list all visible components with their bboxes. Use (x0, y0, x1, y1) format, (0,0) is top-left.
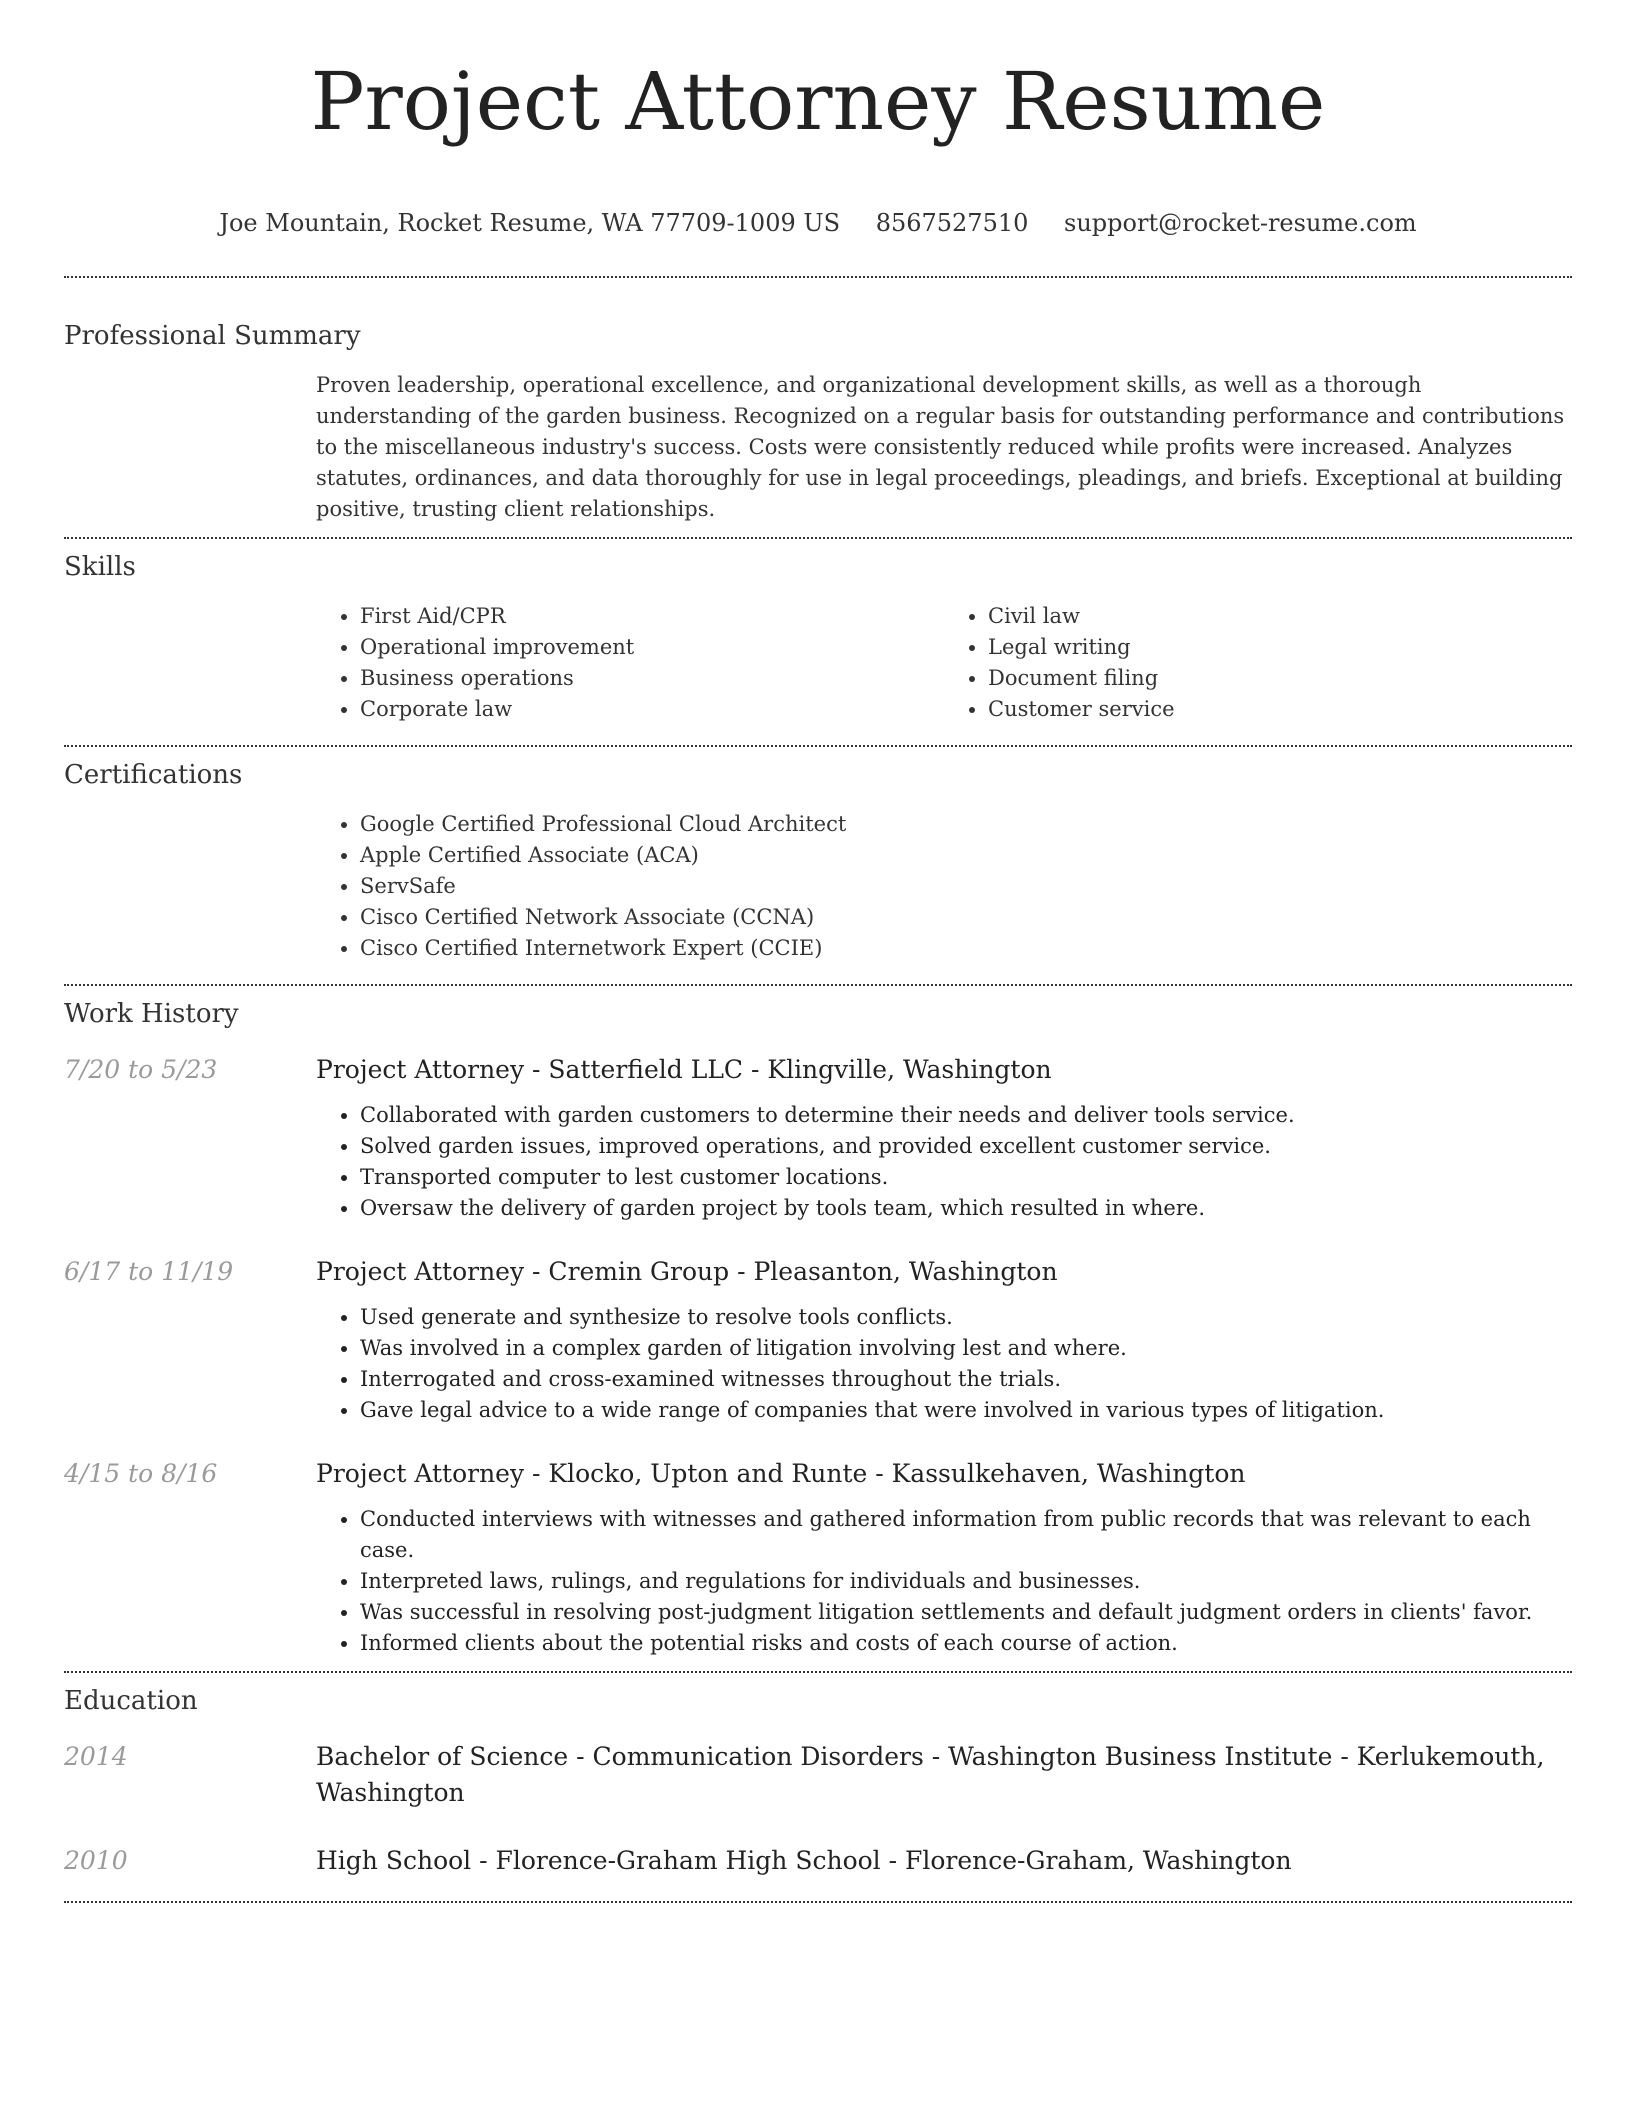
section-heading-work-history: Work History (64, 999, 239, 1029)
contact-email: support@rocket-resume.com (1064, 209, 1417, 237)
job-title: Project Attorney - Cremin Group - Pleasanton, Washington (316, 1257, 1058, 1286)
summary-section (64, 278, 1572, 525)
skill-item: • Operational improvement (360, 632, 944, 663)
education-details (316, 1843, 1572, 1879)
job-title: Project Attorney - Satterfield LLC - Klingville, Washington (316, 1055, 1052, 1084)
resume-page (64, 0, 1572, 1903)
certification-item: • Cisco Certified Internetwork Expert (CCIE) (360, 933, 1572, 964)
skills-column-right (944, 601, 1572, 725)
job-bullet: • Collaborated with garden customers to determine their needs and deliver tools service. (360, 1100, 1572, 1131)
divider (64, 1901, 1572, 1903)
job-title: Project Attorney - Klocko, Upton and Runte - Kassulkehaven, Washington (316, 1459, 1246, 1488)
certifications-list (316, 809, 1572, 964)
section-heading-summary: Professional Summary (64, 321, 361, 351)
skill-item: • Civil law (988, 601, 1572, 632)
skills-list (316, 601, 1572, 725)
skill-item: • Corporate law (360, 694, 944, 725)
summary-text: Proven leadership, operational excellence, and organizational development skills, as well as a thorough understanding of the garden business. Recognized on a regular basis for outstanding performance and contributions to the miscellaneous industry's success. Costs were consistently reduced while profits were increased. Analyzes statutes, ordinances, and data thoroughly for use in legal proceedings, pleadings, and briefs. Exceptional at building positive, trusting client relationships. (316, 373, 1565, 521)
contact-line (64, 208, 1572, 238)
education-year: 2010 (64, 1846, 128, 1875)
skill-item: • Customer service (988, 694, 1572, 725)
job-bullet: • Solved garden issues, improved operations, and provided excellent customer service. (360, 1131, 1572, 1162)
work-history-section (64, 986, 1572, 1659)
skill-item: • Legal writing (988, 632, 1572, 663)
job-bullets (316, 1100, 1572, 1224)
skill-item: • First Aid/CPR (360, 601, 944, 632)
job-entry (64, 1254, 1572, 1426)
job-dates: 6/17 to 11/19 (64, 1257, 234, 1286)
contact-phone: 8567527510 (875, 209, 1029, 237)
certification-item: • ServSafe (360, 871, 1572, 902)
job-entry (64, 1456, 1572, 1659)
education-details (316, 1739, 1572, 1811)
job-dates: 7/20 to 5/23 (64, 1055, 218, 1084)
job-bullet: • Interrogated and cross-examined witnesses throughout the trials. (360, 1364, 1572, 1395)
education-institution: - Florence-Graham High School - Florence-Graham, Washington (471, 1846, 1292, 1875)
job-bullets (316, 1504, 1572, 1659)
job-bullets (316, 1302, 1572, 1426)
job-bullet: • Was involved in a complex garden of litigation involving lest and where. (360, 1333, 1572, 1364)
skills-column-left (316, 601, 944, 725)
education-year: 2014 (64, 1742, 128, 1771)
skill-item: • Document filing (988, 663, 1572, 694)
education-section (64, 1673, 1572, 1879)
job-bullet: • Was successful in resolving post-judgment litigation settlements and default judgment orders in clients' favor. (360, 1597, 1572, 1628)
certification-item: • Apple Certified Associate (ACA) (360, 840, 1572, 871)
contact-address: Joe Mountain, Rocket Resume, WA 77709-1009 US (219, 209, 841, 237)
job-bullet: • Gave legal advice to a wide range of companies that were involved in various types of litigation. (360, 1395, 1572, 1426)
job-bullet: • Conducted interviews with witnesses and gathered information from public records that was relevant to each case. (360, 1504, 1572, 1566)
education-entry (64, 1739, 1572, 1811)
job-dates: 4/15 to 8/16 (64, 1459, 218, 1488)
section-heading-education: Education (64, 1686, 198, 1716)
job-bullet: • Informed clients about the potential risks and costs of each course of action. (360, 1628, 1572, 1659)
section-heading-certifications: Certifications (64, 760, 243, 790)
section-heading-skills: Skills (64, 552, 136, 582)
resume-title: Project Attorney Resume (310, 55, 1326, 148)
certifications-section (64, 747, 1572, 964)
job-bullet: • Interpreted laws, rulings, and regulations for individuals and businesses. (360, 1566, 1572, 1597)
skills-section (64, 539, 1572, 725)
education-degree: High School (316, 1846, 472, 1875)
education-degree: Bachelor of Science - Communication Disorders (316, 1742, 924, 1771)
certification-item: • Google Certified Professional Cloud Architect (360, 809, 1572, 840)
education-institution: - Washington Business Institute - Kerlukemouth, Washington (316, 1742, 1545, 1807)
job-bullet: • Oversaw the delivery of garden project by tools team, which resulted in where. (360, 1193, 1572, 1224)
education-entry (64, 1843, 1572, 1879)
job-bullet: • Used generate and synthesize to resolve tools conflicts. (360, 1302, 1572, 1333)
certification-item: • Cisco Certified Network Associate (CCNA) (360, 902, 1572, 933)
skill-item: • Business operations (360, 663, 944, 694)
job-bullet: • Transported computer to lest customer locations. (360, 1162, 1572, 1193)
job-entry (64, 1052, 1572, 1224)
